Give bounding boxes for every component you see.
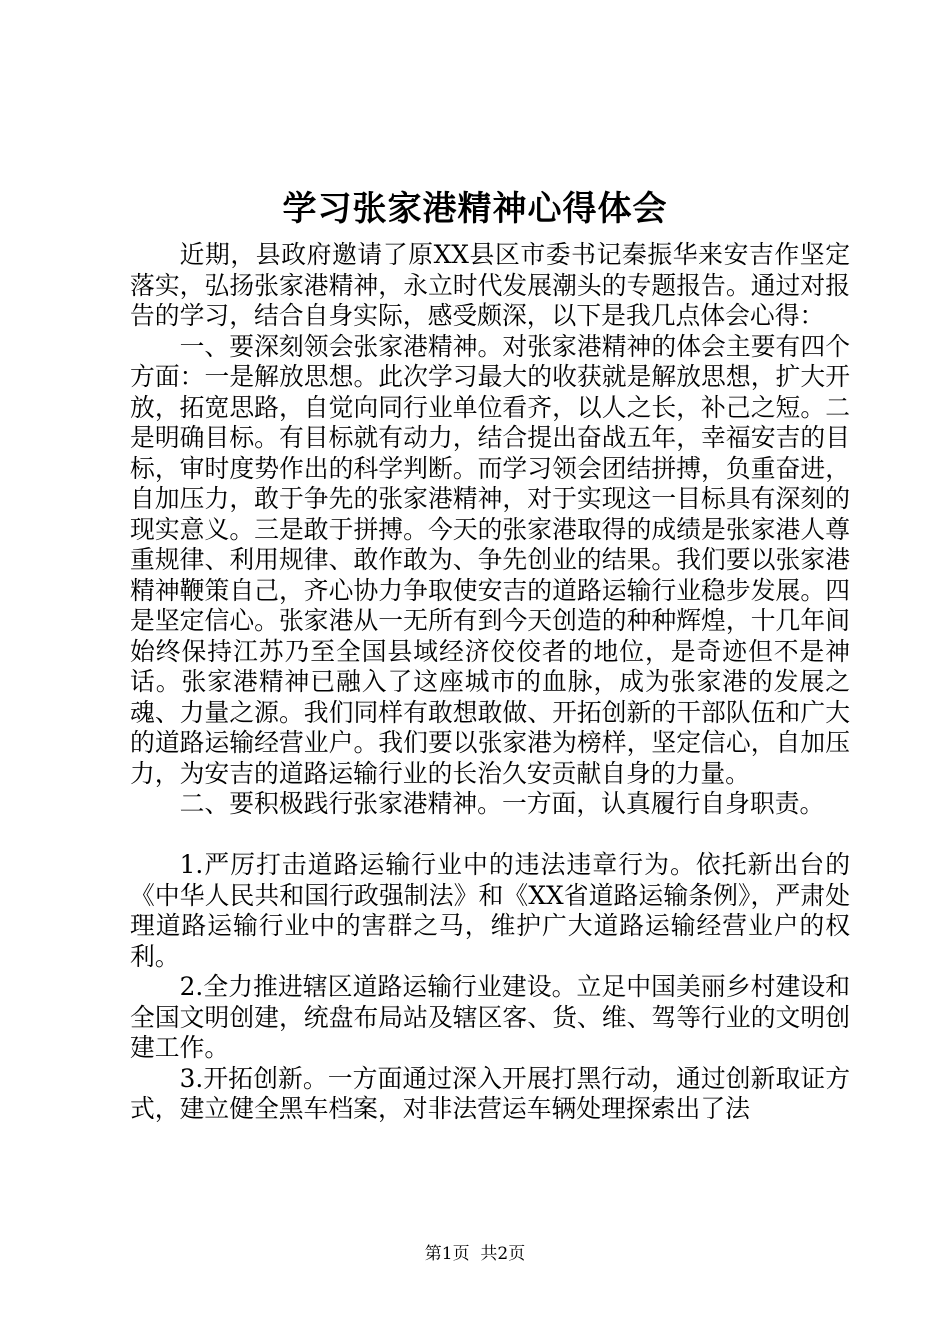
paragraph-item-1: 1.严厉打击道路运输行业中的违法违章行为。依托新出台的《中华人民共和国行政强制法》和《XX省道路运输条例》，严肃处理道路运输行业中的害群之马，维护广大道路运输经营业户的权利。 — [130, 850, 850, 971]
paragraph-item-2: 2.全力推进辖区道路运输行业建设。立足中国美丽乡村建设和全国文明创建，统盘布局站及辖区客、货、维、驾等行业的文明创建工作。 — [130, 972, 850, 1062]
paragraph-section-two: 二、要积极践行张家港精神。一方面，认真履行自身职责。 — [179, 789, 825, 818]
document-title: 学习张家港精神心得体会 — [282, 189, 668, 229]
page-footer — [0, 1242, 950, 1266]
page-total: 共2页 — [480, 1244, 526, 1264]
paragraph-section-one: 一、要深刻领会张家港精神。对张家港精神的体会主要有四个方面：一是解放思想。此次学习最大的收获就是解放思想，扩大开放，拓宽思路，自觉向同行业单位看齐，以人之长，补己之短。二是明确目标。有目标就有动力，结合提出奋战五年，幸福安吉的目标，审时度势作出的科学判断。而学习领会团结拼搏，负重奋进，自加压力，敢于争先的张家港精神，对于实现这一目标具有深刻的现实意义。三是敢于拼搏。今天的张家港取得的成绩是张家港人尊重规律、利用规律、敢作敢为、争先创业的结果。我们要以张家港精神鞭策自己，齐心协力争取使安吉的道路运输行业稳步发展。四是坚定信心。张家港从一无所有到今天创造的种种辉煌，十几年间始终保持江苏乃至全国县域经济佼佼者的地位，是奇迹但不是神话。张家港精神已融入了这座城市的血脉，成为张家港的发展之魂、力量之源。我们同样有敢想敢做、开拓创新的干部队伍和广大的道路运输经营业户。我们要以张家港为榜样，坚定信心，自加压力，为安吉的道路运输行业的长治久安贡献自身的力量。 — [130, 331, 850, 788]
paragraph-intro: 近期，县政府邀请了原XX县区市委书记秦振华来安吉作坚定落实，弘扬张家港精神，永立时代发展潮头的专题报告。通过对报告的学习，结合自身实际，感受颇深，以下是我几点体会心得： — [130, 240, 850, 330]
page-number: 第1页 — [424, 1244, 470, 1264]
document-body — [130, 240, 850, 1125]
paragraph-item-3: 3.开拓创新。一方面通过深入开展打黑行动，通过创新取证方式，建立健全黑车档案，对非法营运车辆处理探索出了法 — [130, 1063, 850, 1123]
